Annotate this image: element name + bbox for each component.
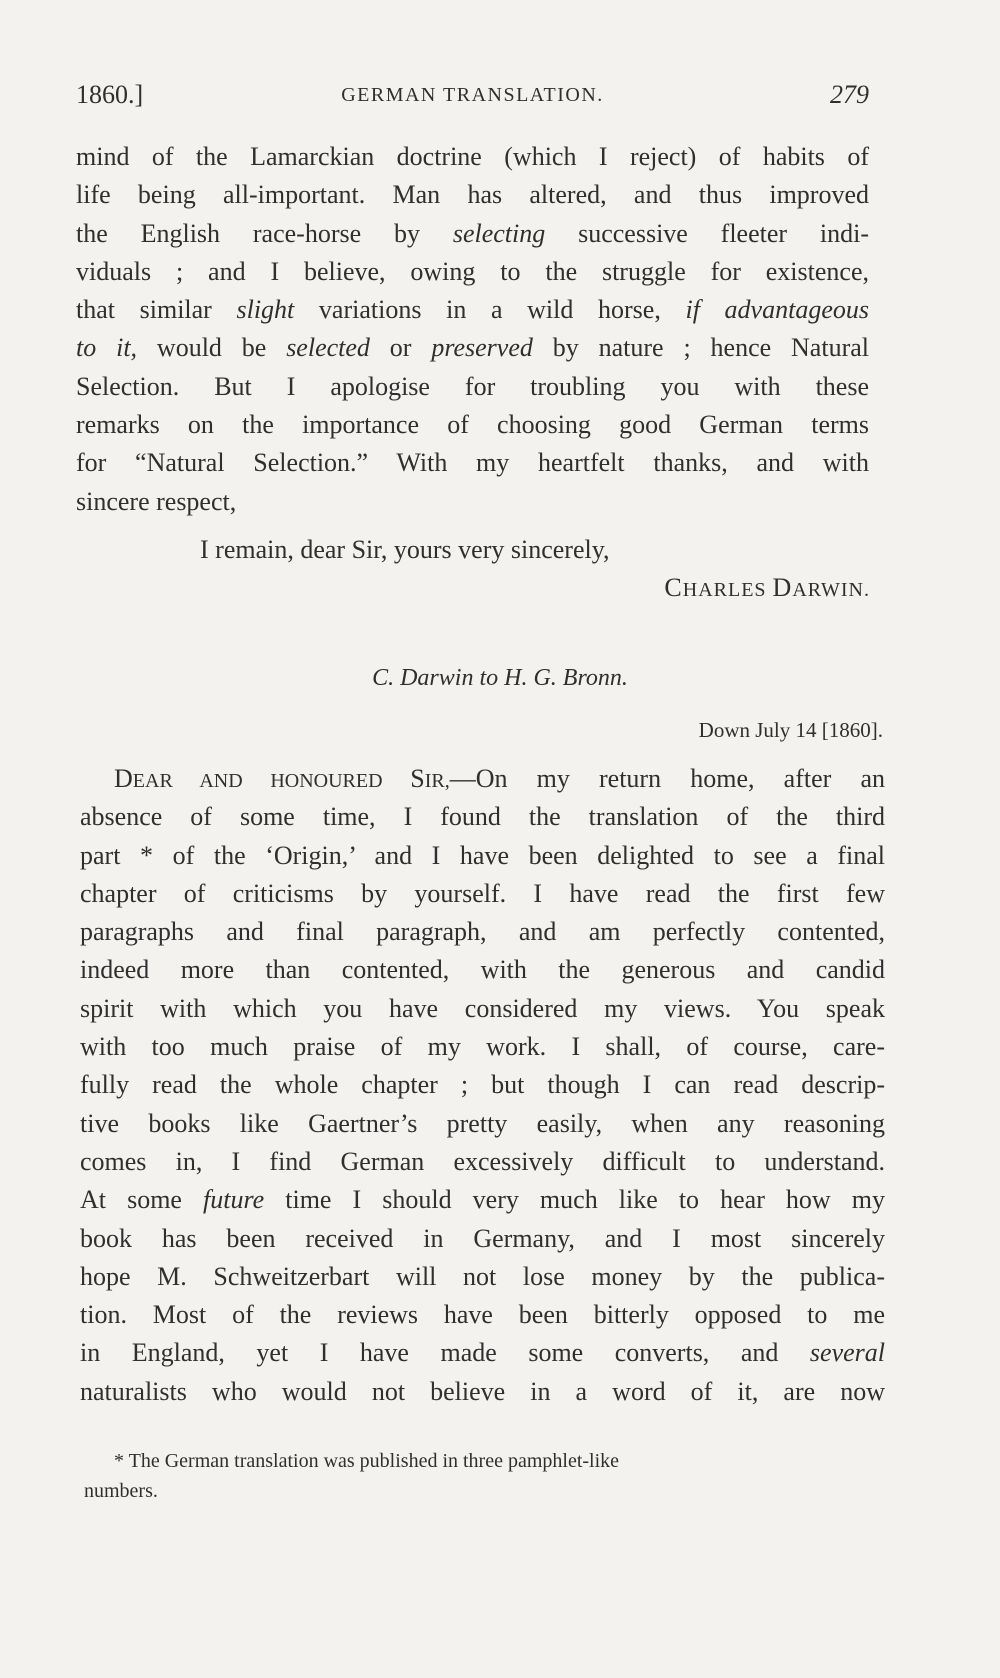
- text-line: life being all-important. Man has altered, and thus improved: [76, 180, 869, 210]
- text-line: that similar slight variations in a wild horse, if advantageous: [76, 295, 869, 325]
- text-line: paragraphs and final paragraph, and am perfectly contented,: [80, 917, 885, 947]
- text-line: mind of the Lamarckian doctrine (which I reject) of habits of: [76, 142, 869, 171]
- text-line: DEAR AND HONOURED SIR,—On my return home, after an: [114, 764, 885, 793]
- text-line: fully read the whole chapter ; but though I can read descrip-: [80, 1070, 885, 1100]
- text-line: sincere respect,: [76, 486, 237, 516]
- text-line: hope M. Schweitzerbart will not lose money by the publica-: [80, 1261, 885, 1291]
- text-line: tive books like Gaertner’s pretty easily, when any reasoning: [80, 1108, 885, 1138]
- footnote-line: numbers.: [84, 1480, 158, 1502]
- running-head: [76, 80, 869, 120]
- footnote-line: * The German translation was published in three pamphlet-like: [114, 1450, 620, 1472]
- text-line: Selection. But I apologise for troubling you with these: [76, 371, 869, 401]
- paragraph-continued: [76, 138, 869, 521]
- text-line: to it, would be selected or preserved by nature ; hence Natural: [76, 333, 869, 363]
- header-title: GERMAN TRANSLATION.: [341, 84, 604, 106]
- text-line: remarks on the importance of choosing good German terms: [76, 410, 869, 440]
- signature: CHARLES DARWIN.: [664, 573, 870, 602]
- text-line: chapter of criticisms by yourself. I have read the first few: [80, 878, 885, 908]
- text-line: absence of some time, I found the translation of the third: [80, 802, 885, 832]
- header-year: 1860.]: [76, 80, 144, 109]
- letter-dateline: Down July 14 [1860].: [698, 718, 883, 742]
- text-line: At some future time I should very much like to hear how my: [80, 1185, 885, 1215]
- text-line: spirit with which you have considered my views. You speak: [80, 993, 885, 1023]
- text-line: indeed more than contented, with the generous and candid: [80, 955, 885, 985]
- text-line: for “Natural Selection.” With my heartfelt thanks, and with: [76, 448, 869, 478]
- page-number: 279: [830, 80, 869, 109]
- text-line: naturalists who would not believe in a word of it, are now: [80, 1376, 885, 1406]
- text-line: comes in, I find German excessively difficult to understand.: [80, 1146, 885, 1176]
- text-line: in England, yet I have made some converts, and several: [80, 1338, 885, 1368]
- text-line: viduals ; and I believe, owing to the struggle for existence,: [76, 256, 869, 286]
- text-line: part * of the ‘Origin,’ and I have been delighted to see a final: [80, 840, 885, 870]
- footnote: [84, 1446, 894, 1506]
- text-line: with too much praise of my work. I shall, of course, care-: [80, 1032, 885, 1062]
- text-line: tion. Most of the reviews have been bitterly opposed to me: [80, 1300, 885, 1330]
- text-line: the English race-horse by selecting successive fleeter indi-: [76, 218, 869, 248]
- letter-heading: C. Darwin to H. G. Bronn.: [372, 665, 628, 691]
- letter-closing: I remain, dear Sir, yours very sincerely,: [200, 535, 610, 564]
- text-line: book has been received in Germany, and I most sincerely: [80, 1223, 885, 1253]
- letter-body: [80, 760, 885, 1411]
